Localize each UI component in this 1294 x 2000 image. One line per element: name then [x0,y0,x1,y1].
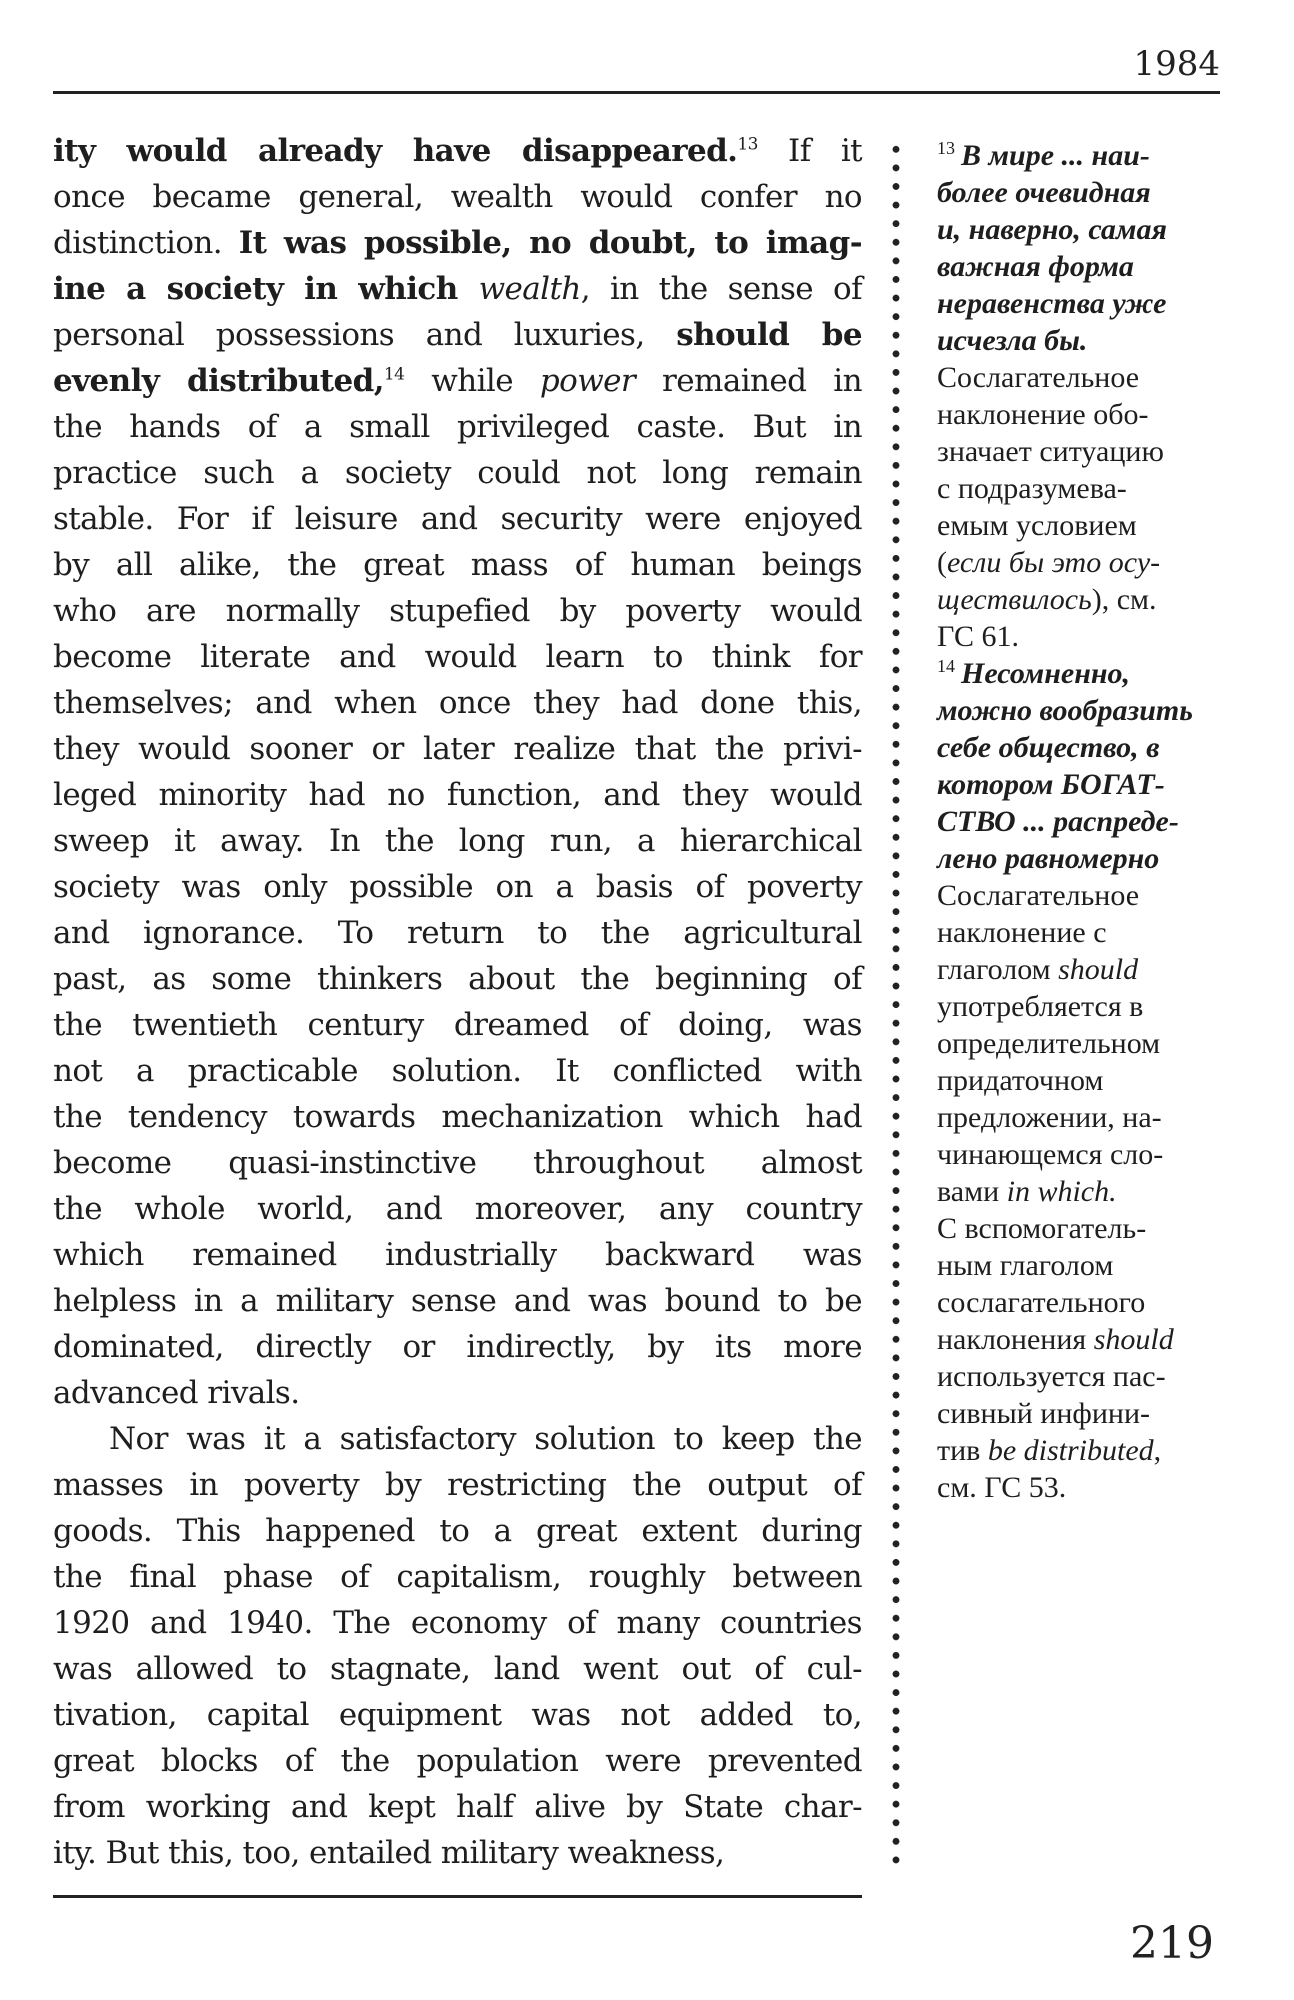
bold-text: неравенства уже [937,287,1167,320]
text-line [53,588,862,634]
note-line [937,396,1237,433]
bold-text: лено равномерно [937,842,1160,875]
text-line [53,1646,862,1692]
text-run: чинающемся сло- [937,1138,1164,1171]
note-line [937,951,1237,988]
text-run: используется пас- [937,1360,1166,1393]
text-line [53,1462,862,1508]
italic-text: ществилось [937,583,1092,616]
italic-text: wealth [478,271,581,307]
text-line [53,680,862,726]
note-line [937,1099,1237,1136]
note-line [937,544,1237,581]
text-line [53,404,862,450]
italic-text: если бы это осу- [947,546,1161,579]
text-run: they would sooner or later realize that the privi- [53,731,862,767]
text-run: personal possessions and luxuries, [53,317,677,353]
note-line [937,359,1237,396]
text-run: society was only possible on a basis of poverty [53,869,862,905]
text-line [53,956,862,1002]
note-line [937,1136,1237,1173]
bold-text: исчезла бы. [937,324,1088,357]
note-line [937,1432,1237,1469]
text-run: ), см. [1091,583,1157,616]
text-run: stable. For if leisure and security were enjoyed [53,501,862,537]
footnote-marker: 14 [383,364,405,385]
text-line [53,1370,862,1416]
note-line [937,137,1237,174]
text-line [53,312,862,358]
text-line [53,634,862,680]
text-run: leged minority had no function, and they would [53,777,862,813]
bold-text: It was possible, no doubt, to imag- [238,225,862,261]
note-line [937,766,1237,803]
italic-text: should [1058,953,1139,986]
note-line [937,1395,1237,1432]
text-line [53,1278,862,1324]
text-run: сослагательного [937,1286,1146,1319]
text-run: С вспомогатель- [937,1212,1147,1245]
text-line [53,772,862,818]
text-run: from working and kept half alive by State char- [53,1789,862,1825]
text-run: емым условием [937,509,1137,542]
text-line [53,1600,862,1646]
note-line [937,1025,1237,1062]
bold-text: ine a society in which [53,271,479,307]
text-run: употребляется в [937,990,1144,1023]
main-text-column [53,128,862,1876]
text-run: 1920 and 1940. The economy of many countries [53,1605,862,1641]
text-line [53,1232,862,1278]
text-line [53,1692,862,1738]
text-line [53,910,862,956]
text-run: advanced rivals. [53,1375,300,1411]
text-run: ным глаголом [937,1249,1114,1282]
note-line [937,1321,1237,1358]
text-run: ( [937,546,947,579]
text-run: dominated, directly or indirectly, by its more [53,1329,862,1365]
note-line [937,1062,1237,1099]
text-run: distinction. [53,225,239,261]
text-line [53,174,862,220]
text-run: become literate and would learn to think for [53,639,862,675]
text-run: past, as some thinkers about the beginning of [53,961,862,997]
note-line [937,1284,1237,1321]
note-line [937,285,1237,322]
text-line [53,726,862,772]
text-line [53,818,862,864]
text-run: the hands of a small privileged caste. But in [53,409,862,445]
note-line [937,840,1237,877]
bold-text: более очевидная [937,176,1151,209]
footnote-marker: 13 [937,138,955,158]
text-run: themselves; and when once they had done this, [53,685,862,721]
dotted-column-divider [891,140,901,1870]
note-line [937,174,1237,211]
text-run: тив [937,1434,988,1467]
bold-text: evenly distributed, [53,363,384,399]
footnote-marker: 13 [737,134,758,155]
note-line [937,433,1237,470]
text-line [53,542,862,588]
text-line [53,1140,862,1186]
text-line [53,128,862,174]
text-line [53,1830,862,1876]
note-line [937,618,1237,655]
text-run: not a practicable solution. It conflicted with [53,1053,862,1089]
bold-text: важная форма [937,250,1134,283]
note-line [937,507,1237,544]
note-line [937,655,1237,692]
text-line [53,1738,862,1784]
text-run: masses in poverty by restricting the output of [53,1467,862,1503]
text-run: who are normally stupefied by poverty would [53,593,862,629]
text-run: глаголом [937,953,1059,986]
note-line [937,211,1237,248]
text-run: вами [937,1175,1007,1208]
running-head-title: 1984 [1133,44,1220,84]
text-run: наклонение обо- [937,398,1149,431]
bold-text: ity would already have disappeared. [53,133,738,169]
bold-text: В мире ... наи- [961,139,1150,172]
text-run: the twentieth century dreamed of doing, was [53,1007,862,1043]
text-run: and ignorance. To return to the agricultural [53,915,862,951]
bold-text: себе общество, в [937,731,1160,764]
text-run: определительном [937,1027,1161,1060]
text-run: goods. This happened to a great extent during [53,1513,862,1549]
bold-text: СТВО ... распреде- [937,805,1179,838]
text-run: наклонения [937,1323,1094,1356]
text-run: наклонение с [937,916,1107,949]
text-line [53,358,862,404]
note-line [937,1247,1237,1284]
note-line [937,322,1237,359]
text-run: придаточном [937,1064,1104,1097]
note-line [937,1210,1237,1247]
italic-text: be distributed [987,1434,1154,1467]
text-run: с подразумева- [937,472,1127,505]
text-run: ГС 61. [937,620,1019,653]
footer-rule [53,1895,862,1898]
italic-text: in which. [1006,1175,1117,1208]
text-run: , [1153,1434,1162,1467]
text-line [53,864,862,910]
text-run: Nor was it a satisfactory solution to keep the [109,1421,862,1457]
text-run: become quasi-instinctive throughout almost [53,1145,862,1181]
bold-text: should be [676,317,862,353]
note-line [937,470,1237,507]
text-line [53,450,862,496]
text-run: ity. But this, too, entailed military weakness, [53,1835,725,1871]
text-run: while [404,363,540,399]
note-line [937,1358,1237,1395]
footnote-marker: 14 [937,656,955,676]
note-line [937,248,1237,285]
text-run: сивный инфини- [937,1397,1151,1430]
text-line [53,1048,862,1094]
text-run: значает ситуацию [937,435,1164,468]
bold-text: котором БОГАТ- [937,768,1165,801]
note-line [937,877,1237,914]
bold-text: можно вообразить [937,694,1193,727]
text-run: tivation, capital equipment was not added to, [53,1697,862,1733]
page-number: 219 [1130,1918,1214,1969]
note-line [937,692,1237,729]
text-run: helpless in a military sense and was bound to be [53,1283,862,1319]
text-run: remained in [635,363,862,399]
text-run: the whole world, and moreover, any country [53,1191,862,1227]
text-line [53,496,862,542]
text-line [53,1002,862,1048]
italic-text: should [1093,1323,1174,1356]
text-line [53,1186,862,1232]
note-line [937,914,1237,951]
text-run: sweep it away. In the long run, a hierarchical [53,823,862,859]
text-line [53,1784,862,1830]
bold-text: Несомненно, [961,657,1131,690]
text-line [53,1094,862,1140]
text-line [53,266,862,312]
text-run: Сослагательное [937,361,1140,394]
text-line [53,1324,862,1370]
margin-notes-column [937,137,1237,1506]
note-line [937,729,1237,766]
text-run: предложении, на- [937,1101,1162,1134]
text-line [53,1508,862,1554]
text-run: which remained industrially backward was [53,1237,862,1273]
text-run: once became general, wealth would confer no [53,179,862,215]
note-line [937,988,1237,1025]
text-run: , in the sense of [580,271,862,307]
bold-text: и, наверно, самая [937,213,1167,246]
text-run: by all alike, the great mass of human beings [53,547,862,583]
text-run: great blocks of the population were prevented [53,1743,862,1779]
note-line [937,803,1237,840]
italic-text: power [539,363,636,399]
header-rule [53,91,1220,94]
text-run: the final phase of capitalism, roughly between [53,1559,862,1595]
note-line [937,1173,1237,1210]
text-run: the tendency towards mechanization which had [53,1099,862,1135]
text-line [53,1554,862,1600]
text-run: practice such a society could not long remain [53,455,862,491]
text-line [53,1416,862,1462]
note-line [937,581,1237,618]
text-run: см. ГС 53. [937,1471,1067,1504]
text-run: If it [757,133,862,169]
text-line [53,220,862,266]
note-line [937,1469,1237,1506]
text-run: was allowed to stagnate, land went out of cul- [53,1651,862,1687]
text-run: Сослагательное [937,879,1140,912]
